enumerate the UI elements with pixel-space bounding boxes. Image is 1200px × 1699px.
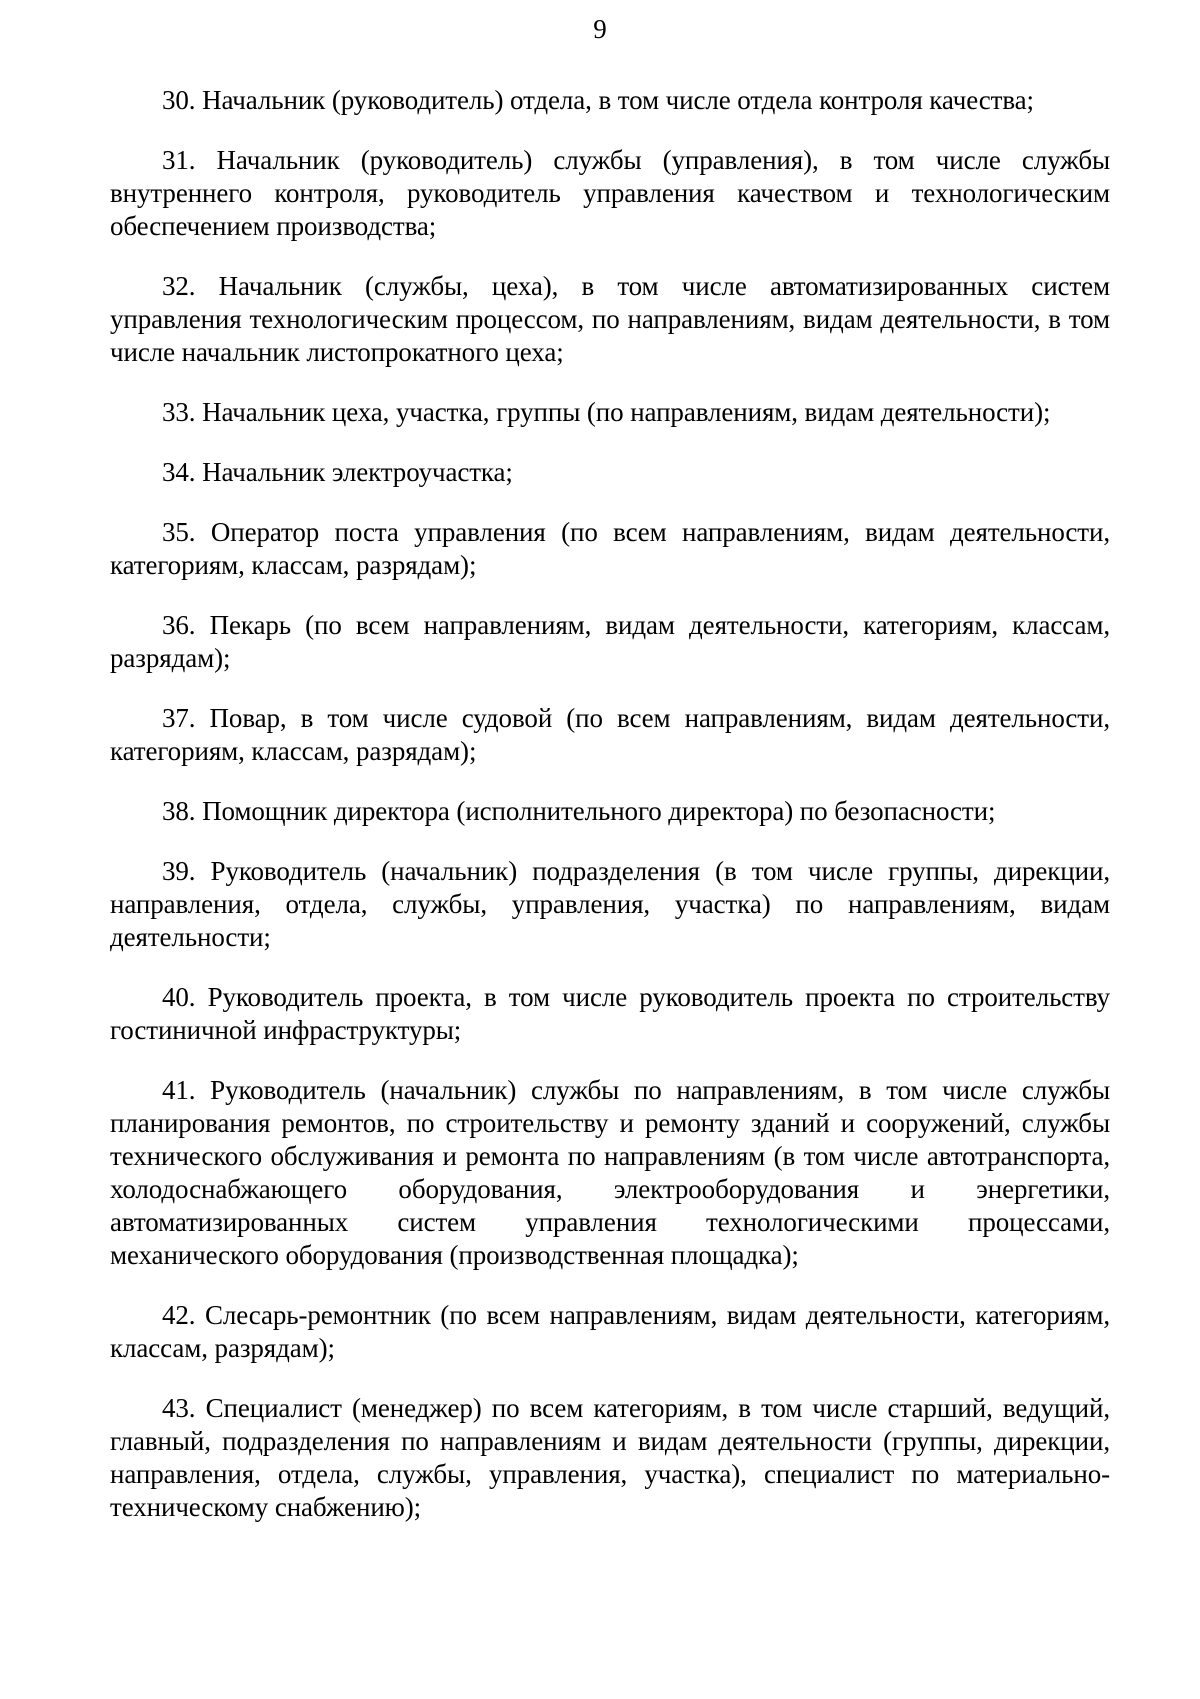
list-item-31: 31. Начальник (руководитель) службы (управления), в том числе службы внутреннего контроля, руководитель управления качеством и технологическим обеспечением производства;	[110, 145, 1110, 241]
page-number: 9	[593, 14, 607, 44]
list-item-33: 33. Начальник цеха, участка, группы (по направлениям, видам деятельности);	[162, 397, 1051, 427]
list-item-38: 38. Помощник директора (исполнительного директора) по безопасности;	[162, 796, 996, 826]
list-item-43: 43. Специалист (менеджер) по всем категориям, в том числе старший, ведущий, главный, подразделения по направлениям и видам деятельности (группы, дирекции, направления, отдела, службы, управления, участка), специалист по материально-техническому снабжению);	[110, 1393, 1110, 1522]
list-item-35: 35. Оператор поста управления (по всем направлениям, видам деятельности, категориям, классам, разрядам);	[110, 517, 1110, 580]
list-item-42: 42. Слесарь-ремонтник (по всем направлениям, видам деятельности, категориям, классам, разрядам);	[110, 1300, 1110, 1363]
list-item-37: 37. Повар, в том числе судовой (по всем направлениям, видам деятельности, категориям, классам, разрядам);	[110, 703, 1110, 766]
list-item-41: 41. Руководитель (начальник) службы по направлениям, в том числе службы планирования ремонтов, по строительству и ремонту зданий и сооружений, службы технического обслуживания и ремонта по направлениям (в том числе автотранспорта, холодоснабжающего оборудования, электрооборудования и энергетики, автоматизированных систем управления технологическими процессами, механического оборудования (производственная площадка);	[110, 1075, 1110, 1270]
list-item-40: 40. Руководитель проекта, в том числе руководитель проекта по строительству гостиничной инфраструктуры;	[110, 982, 1110, 1045]
list-item-36: 36. Пекарь (по всем направлениям, видам деятельности, категориям, классам, разрядам);	[110, 610, 1110, 673]
list-item-30: 30. Начальник (руководитель) отдела, в том числе отдела контроля качества;	[162, 85, 1034, 115]
list-item-39: 39. Руководитель (начальник) подразделения (в том числе группы, дирекции, направления, отдела, службы, управления, участка) по направлениям, видам деятельности;	[110, 856, 1110, 952]
document-body	[110, 84, 1110, 1551]
list-item-32: 32. Начальник (службы, цеха), в том числе автоматизированных систем управления технологическим процессом, по направлениям, видам деятельности, в том числе начальник листопрокатного цеха;	[110, 271, 1110, 367]
list-item-34: 34. Начальник электроучастка;	[162, 457, 513, 487]
